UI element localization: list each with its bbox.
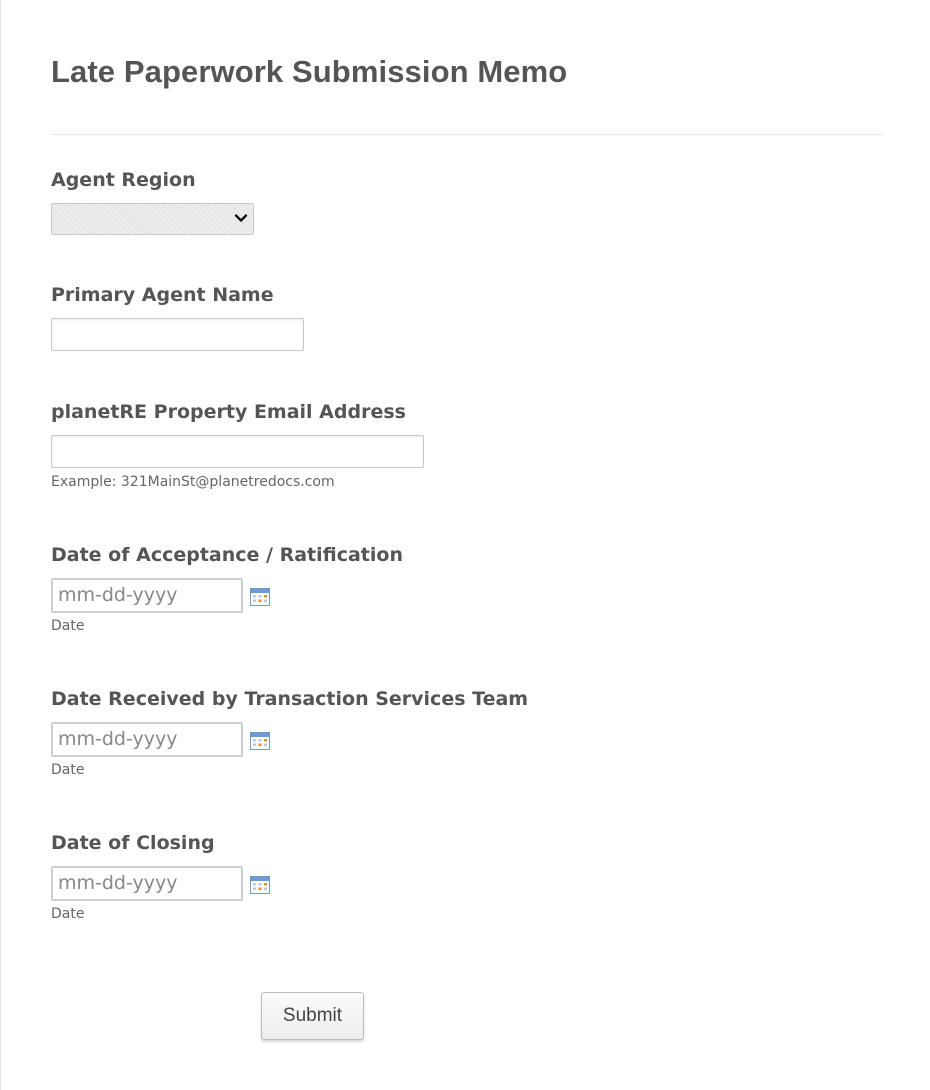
calendar-icon[interactable] bbox=[250, 732, 270, 750]
primary-agent-name-input[interactable] bbox=[51, 318, 304, 351]
agent-region-select[interactable] bbox=[51, 203, 254, 235]
submit-button[interactable]: Submit bbox=[261, 992, 364, 1040]
property-email-example: Example: 321MainSt@planetredocs.com bbox=[51, 474, 335, 490]
date-received-label: Date Received by Transaction Services Team bbox=[51, 688, 529, 710]
date-acceptance-label: Date of Acceptance / Ratification bbox=[51, 544, 403, 566]
chevron-down-icon bbox=[234, 211, 248, 225]
date-acceptance-input[interactable]: mm-dd-yyyy bbox=[51, 578, 243, 613]
date-closing-input[interactable]: mm-dd-yyyy bbox=[51, 866, 243, 901]
calendar-icon[interactable] bbox=[250, 588, 270, 606]
date-received-input[interactable]: mm-dd-yyyy bbox=[51, 722, 243, 757]
form-title: Late Paperwork Submission Memo bbox=[51, 54, 568, 89]
date-acceptance-sublabel: Date bbox=[51, 618, 85, 634]
date-closing-label: Date of Closing bbox=[51, 832, 215, 854]
property-email-label: planetRE Property Email Address bbox=[51, 401, 406, 423]
calendar-icon[interactable] bbox=[250, 876, 270, 894]
date-received-sublabel: Date bbox=[51, 762, 85, 778]
property-email-input[interactable] bbox=[51, 435, 424, 468]
date-closing-sublabel: Date bbox=[51, 906, 85, 922]
primary-agent-name-label: Primary Agent Name bbox=[51, 284, 274, 306]
title-divider bbox=[51, 134, 882, 135]
agent-region-label: Agent Region bbox=[51, 169, 196, 191]
